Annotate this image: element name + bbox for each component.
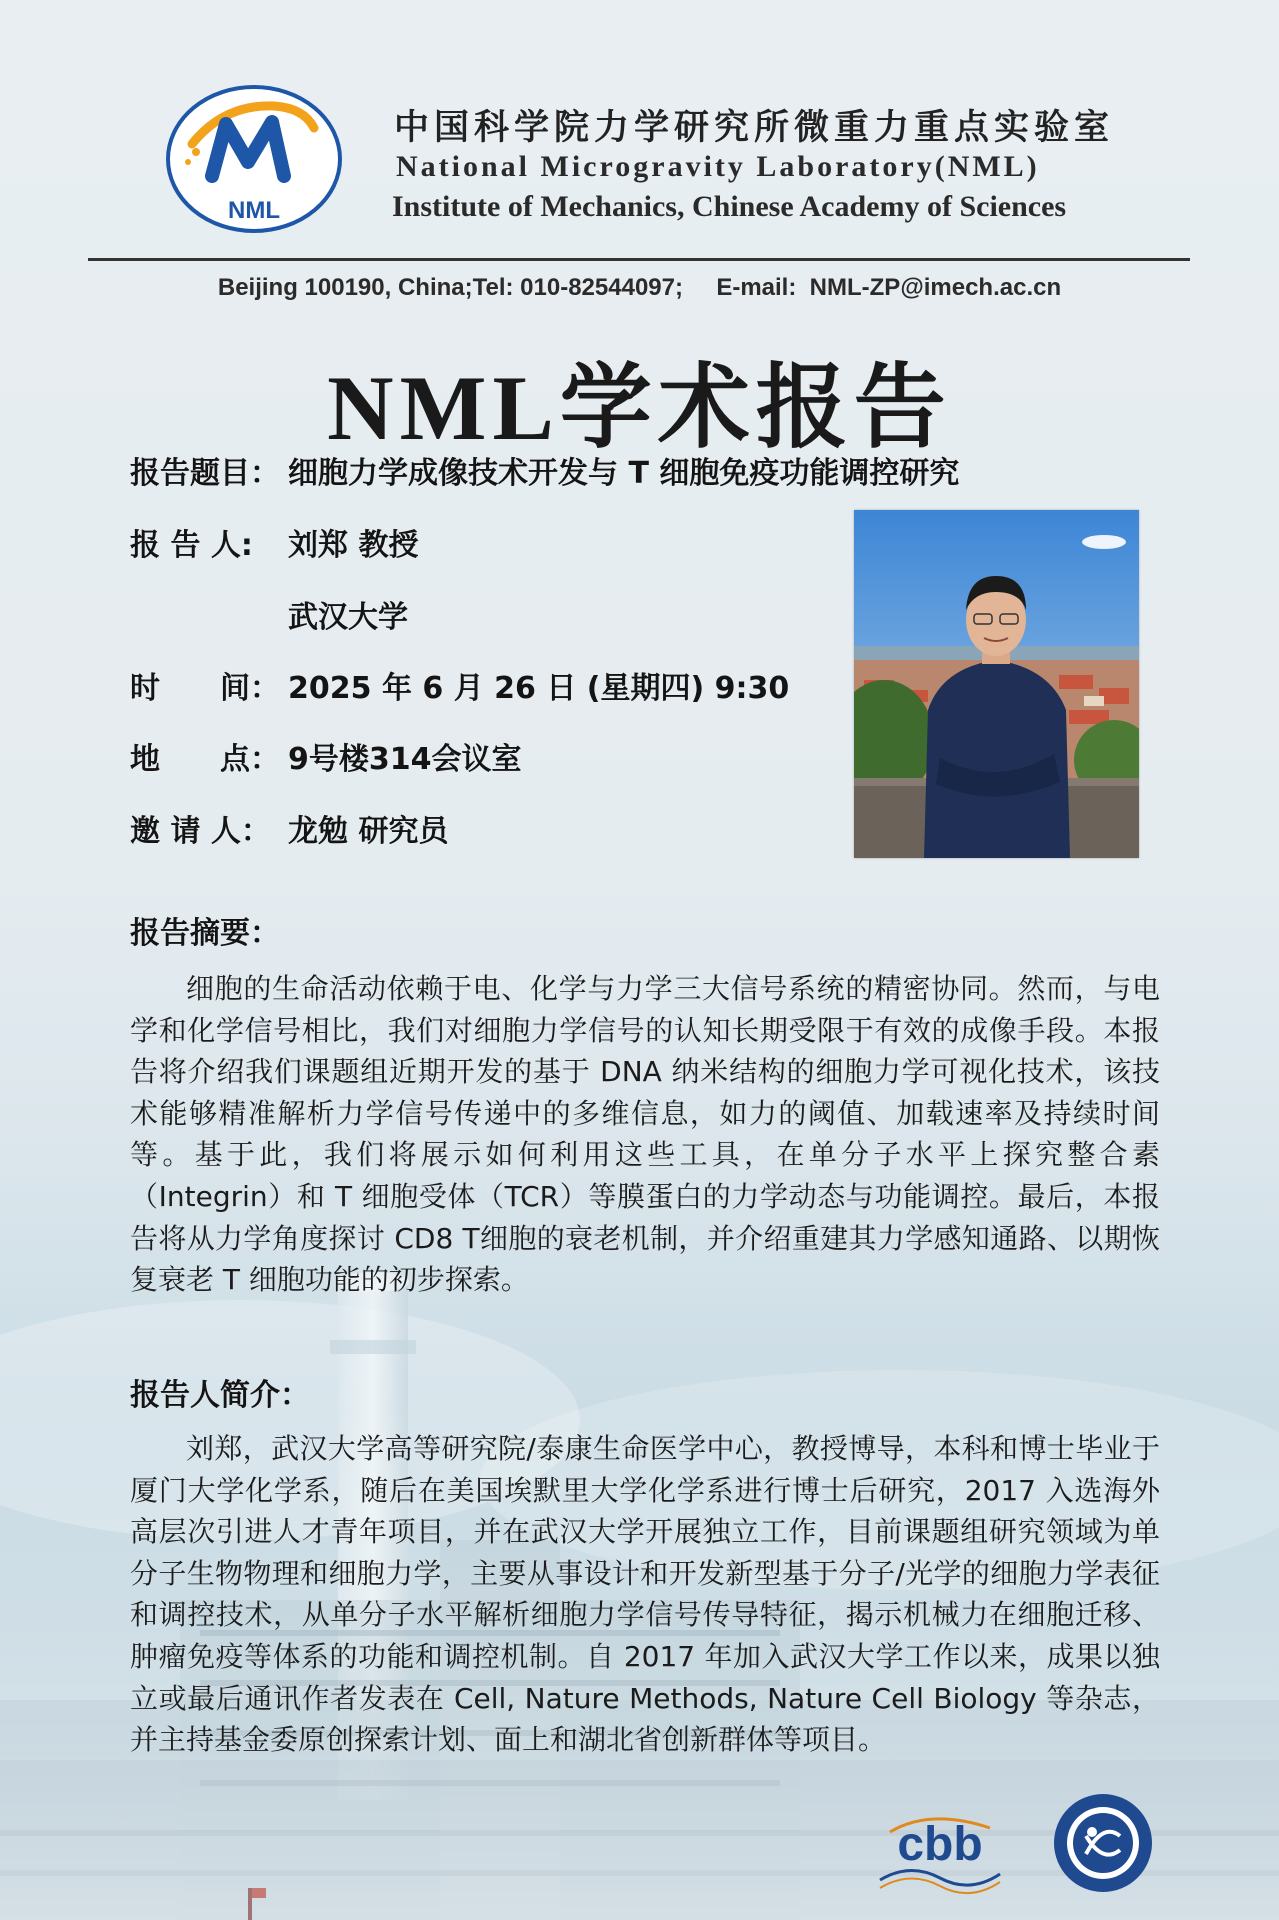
bio-heading: 报告人简介：: [130, 1378, 310, 1413]
speaker-label: 报 告 人:: [130, 528, 253, 563]
place-value: 9号楼314会议室: [288, 742, 522, 777]
time-label: 时 间：: [130, 671, 280, 706]
cbb-logo-text: cbb: [897, 1818, 983, 1871]
society-seal-icon: [1052, 1792, 1154, 1894]
speaker-row: [130, 520, 418, 564]
host-row: [130, 806, 448, 850]
org-name-chinese: 中国科学院力学研究所微重力重点实验室: [394, 108, 1115, 148]
contact-line: Beijing 100190, China;Tel: 010-82544097; E-mail: NML-ZP@imech.ac.cn: [217, 274, 1062, 301]
org-name-english: National Microgravity Laboratory(NML): [396, 150, 1040, 183]
topic-row: [130, 448, 959, 492]
time-value: 2025 年 6 月 26 日 (星期四) 9:30: [288, 671, 790, 706]
abstract-heading: 报告摘要：: [130, 916, 280, 951]
header-divider: [88, 258, 1190, 261]
speaker-photo: [854, 510, 1139, 858]
affiliation-value: 武汉大学: [288, 600, 408, 635]
speaker-value: 刘郑 教授: [288, 528, 419, 563]
topic-label: 报告题目：: [130, 456, 280, 491]
institute-name-english: Institute of Mechanics, Chinese Academy of Sciences: [392, 190, 1067, 223]
host-value: 龙勉 研究员: [288, 814, 449, 849]
abstract-text: 细胞的生命活动依赖于电、化学与力学三大信号系统的精密协同。然而，与电学和化学信号相比，我们对细胞力学信号的认知长期受限于有效的成像手段。本报告将介绍我们课题组近期开发的基于 DNA 纳米结构的细胞力学可视化技术，该技术能够精准解析力学信号传递中的多维信息，如力的阈值、加载速率及持续时间等。基于此，我们将展示如何利用这些工具，在单分子水平上探究整合素（Integrin）和 T 细胞受体（TCR）等膜蛋白的力学动态与功能调控。最后，本报告将从力学角度探讨 CD8 T细胞的衰老机制，并介绍重建其力学感知通路、以期恢复衰老 T 细胞功能的初步探索。: [130, 972, 1160, 1297]
topic-value: 细胞力学成像技术开发与 T 细胞免疫功能调控研究: [288, 456, 960, 491]
poster-title: NML学术报告: [327, 357, 952, 459]
host-label: 邀 请 人：: [130, 814, 271, 849]
place-label: 地 点：: [130, 742, 280, 777]
place-row: [130, 734, 522, 778]
speaker-affiliation: [288, 592, 408, 636]
nml-logo-icon: [164, 84, 344, 234]
nml-logo-text: NML: [228, 197, 280, 224]
cbb-logo-icon: [870, 1808, 1010, 1904]
bio-text: 刘郑，武汉大学高等研究院/泰康生命医学中心，教授博导，本科和博士毕业于厦门大学化学系，随后在美国埃默里大学化学系进行博士后研究，2017 入选海外高层次引进人才青年项目，并在武汉大学开展独立工作，目前课题组研究领域为单分子生物物理和细胞力学，主要从事设计和开发新型基于分子/光学的细胞力学表征和调控技术，从单分子水平解析细胞力学信号传导特征，揭示机械力在细胞迁移、肿瘤免疫等体系的功能和调控机制。自 2017 年加入武汉大学工作以来，成果以独立或最后通讯作者发表在 Cell, Nature Methods, Nature Cell Biology 等杂志，并主持基金委原创探索计划、面上和湖北省创新群体等项目。: [130, 1432, 1160, 1757]
time-row: [130, 663, 789, 707]
